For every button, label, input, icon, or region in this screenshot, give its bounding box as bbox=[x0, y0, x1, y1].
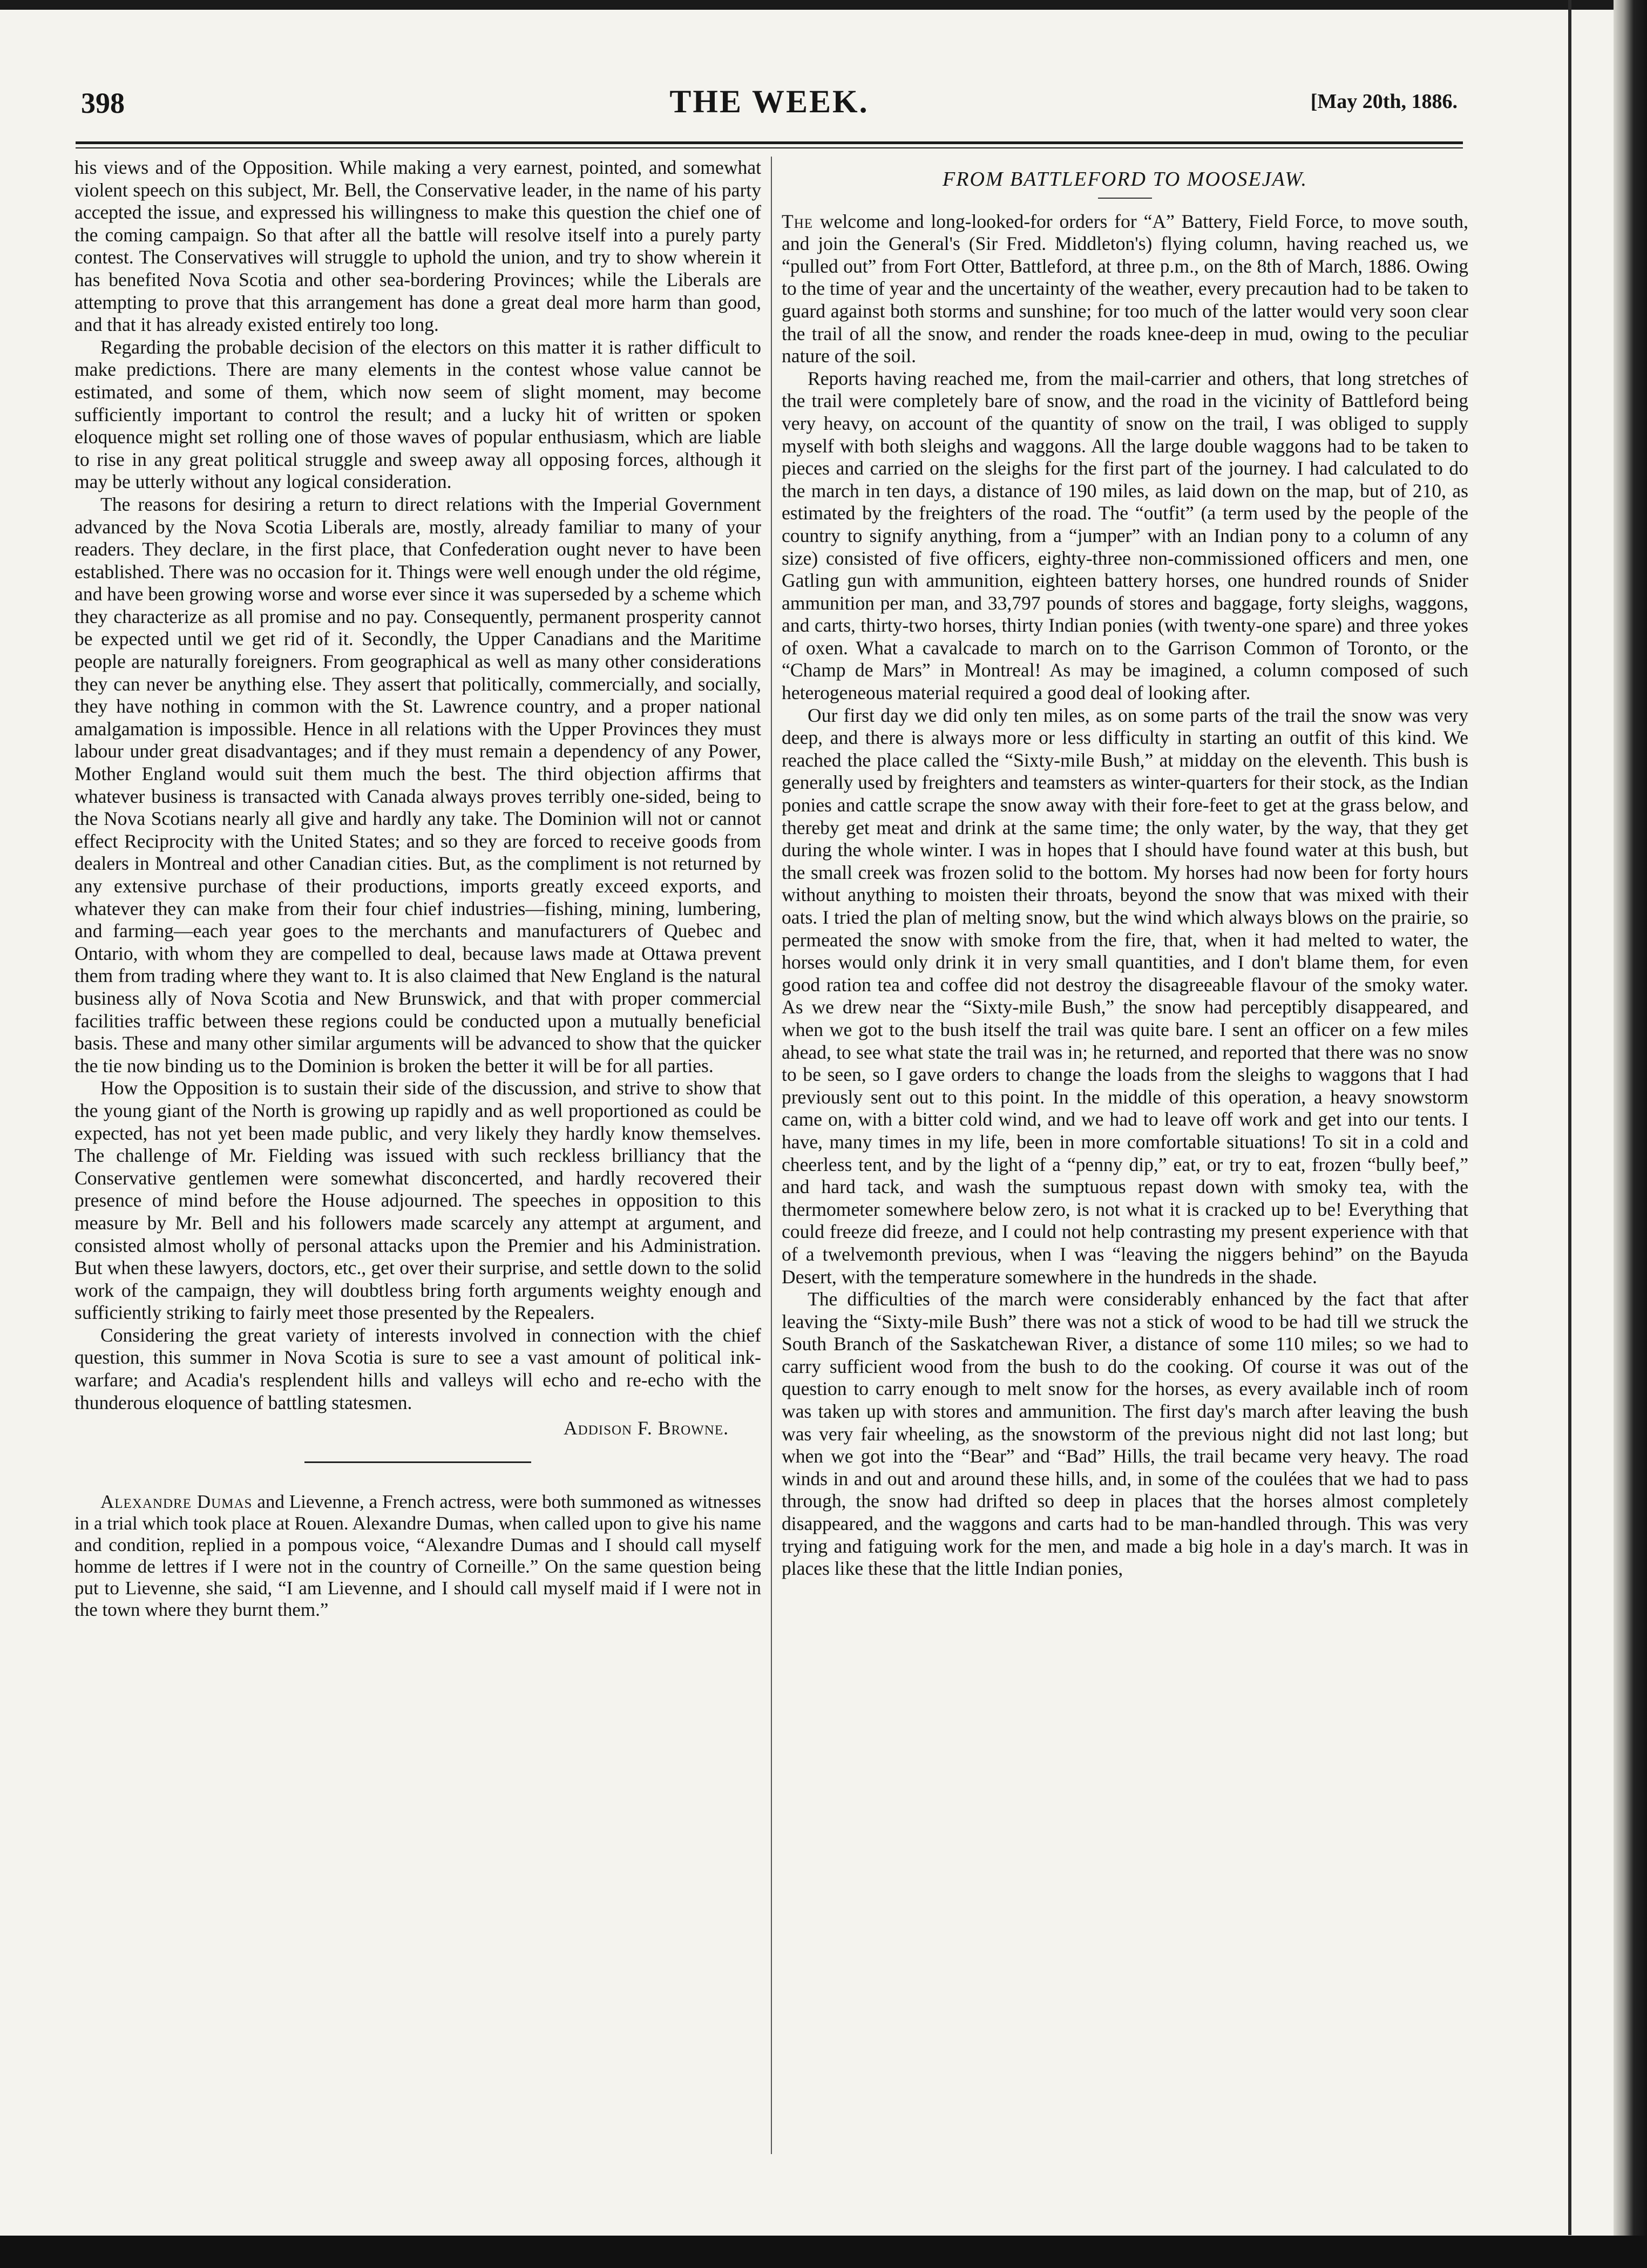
scan-edge-top bbox=[0, 0, 1647, 10]
paragraph-text: welcome and long-looked-for orders for “A” Battery, Field Force, to move south, and join the General's (Sir Fred. Middleton's) flying column, having reached us, we “pulled out” from Fort Otter, Battleford, at three p.m., on the 8th of March, 1886. Owing to the time of year and the uncertainty of the weather, every precaution had to be taken to guard against both storms and sunshine; for too much of the latter would very soon clear the trail of all the snow, and render the roads knee-deep in mud, owing to the peculiar nature of the soil. bbox=[782, 210, 1468, 367]
paragraph: Our first day we did only ten miles, as on some parts of the trail the snow was very deep, and there is always more or less difficulty in starting an outfit of this kind. We reached the place called the “Sixty-mile Bush,” at midday on the eleventh. This bush is generally used by freighters and teamsters as winter-quarters for their stock, as the Indian ponies and cattle scrape the snow away with their fore-feet to get at the grass below, and thereby get meat and drink at the same time; the only water, by the way, that they get during the whole winter. I was in hopes that I should have found water at this bush, but the small creek was frozen solid to the bottom. My horses had now been for forty hours without anything to moisten their throats, beyond the snow that was mixed with their oats. I tried the plan of melting snow, but the wind which always blows on the prairie, so permeated the snow with smoke from the fire, that, when it had melted to water, the horses would only drink it in very small quantities, and I don't blame them, for even good ration tea and coffee did not destroy the disagreeable flavour of the smoky water. As we drew near the “Sixty-mile Bush,” the snow had perceptibly disappeared, and when we got to the bush itself the trail was quite bare. I sent an officer on a few miles ahead, to see what state the trail was in; he returned, and reported that there was no snow to be seen, so I gave orders to change the loads from the sleighs to waggons that I had previously sent out to this point. In the middle of this operation, a heavy snowstorm came on, with a bitter cold wind, and we had to leave off work and get into our tents. I have, many times in my life, been in more comfortable situations! To sit in a cold and cheerless tent, and by the light of a “penny dip,” eat, or try to eat, frozen “bully beef,” and hard tack, and wash the sumptuous repast down with smoky tea, with the thermometer somewhere below zero, is not what it is cracked up to be! Everything that could freeze did freeze, and I could not help contrasting my present experience with that of a twelvemonth previous, when I was “leaving the niggers behind” on the Bayuda Desert, with the temperature somewhere in the hundreds in the shade. bbox=[782, 704, 1468, 1288]
paragraph: Considering the great variety of interests involved in connection with the chief question, this summer in Nova Scotia is sure to see a vast amount of political ink-warfare; and Acadia's resplendent hills and valleys will echo and re-echo with the thunderous eloquence of battling statesmen. bbox=[74, 1324, 761, 1413]
paragraph bbox=[782, 211, 1468, 368]
anecdote-lead: Alexandre Dumas bbox=[100, 1491, 253, 1512]
header-rule-thin bbox=[76, 147, 1463, 148]
column-divider bbox=[771, 157, 772, 2154]
paragraph: The difficulties of the march were considerably enhanced by the fact that after leaving the “Sixty-mile Bush” there was not a stick of wood to be had till we struck the South Branch of the Saskatchewan River, a distance of some 110 miles; so we had to carry sufficient wood from the bush to do the cooking. Of course it was out of the question to carry enough to melt snow for the horses, as every available inch of room was taken up with stores and ammunition. The first day's march after leaving the bush was very fair wheeling, as the snowstorm of the previous night did not last long; but when we got into the “Bear” and “Bad” Hills, the trail became very heavy. The road winds in and out and around these hills, and, in some of the coulées that we had to pass through, the snow had drifted so deep in places that the horses almost completely disappeared, and the waggons and carts had to be man-handled through. This was very trying and fatiguing work for the men, and made a big hole in a day's march. It was in places like these that the little Indian ponies, bbox=[782, 1288, 1468, 1580]
article-title: FROM BATTLEFORD TO MOOSEJAW. bbox=[943, 168, 1307, 191]
paragraph: How the Opposition is to sustain their side of the discussion, and strive to show that the young giant of the North is growing up rapidly and as well proportioned as could be expected, has not yet been made public, and very likely they hardly know themselves. The challenge of Mr. Fielding was issued with such reckless brilliancy that the Conservative gentlemen were somewhat disconcerted, and hardly recovered their presence of mind before the House adjourned. The speeches in opposition to this measure by Mr. Bell and his followers made scarcely any attempt at argument, and consisted almost wholly of personal attacks upon the Premier and his Administration. But when these lawyers, doctors, etc., get over their surprise, and settle down to the solid work of the campaign, they will doubtless bring forth arguments weighty enough and sufficiently striking to fairly meet those presented by the Repealers. bbox=[74, 1077, 761, 1324]
author-signature: Addison F. Browne. bbox=[563, 1417, 729, 1439]
paragraph: Regarding the probable decision of the electors on this matter it is rather difficult to make predictions. There are many elements in the contest whose value cannot be estimated, and some of them, which now seem of slight moment, may become sufficiently important to control the result; and a lucky hit of written or spoken eloquence might set rolling one of those waves of popular enthusiasm, which are liable to rise in any great political struggle and sweep away all opposing forces, although it may be utterly without any logical consideration. bbox=[74, 336, 761, 493]
scan-edge-right bbox=[1614, 0, 1647, 2268]
paragraph: his views and of the Opposition. While making a very earnest, pointed, and somewhat violent speech on this subject, Mr. Bell, the Conservative leader, in the name of his party accepted the issue, and expressed his willingness to make this question the chief one of the coming campaign. So that after all the battle will resolve itself into a purely party contest. The Conservatives will struggle to uphold the union, and try to show wherein it has benefited Nova Scotia and other sea-bordering Provinces; while the Liberals are attempting to prove that this arrangement has done a great deal more harm than good, and that it has already existed entirely too long. bbox=[74, 157, 761, 336]
paragraph: The reasons for desiring a return to direct relations with the Imperial Government advanced by the Nova Scotia Liberals are, mostly, already familiar to many of your readers. They declare, in the first place, that Confederation ought never to have been established. There was no occasion for it. Things were well enough under the old régime, and have been growing worse and worse ever since it was superseded by a scheme which they characterize as all promise and no pay. Consequently, permanent prosperity cannot be expected until we get rid of it. Secondly, the Upper Canadians and the Maritime people are naturally foreigners. From geographical as well as many other considerations they can never be anything else. They assert that politically, commercially, and socially, they have nothing in common with the St. Lawrence country, and a proper national amalgamation is impossible. Hence in all relations with the Upper Provinces they must labour under great disadvantages; and if they must remain a dependency of any Power, Mother England would suit them much the best. The third objection affirms that whatever business is transacted with Canada always proves terribly one-sided, being to the Nova Scotians nearly all give and hardly any take. The Dominion will not or cannot effect Reciprocity with the United States; and so they are forced to receive goods from dealers in Montreal and other Canadian cities. But, as the compliment is not returned by any extensive purchase of their productions, imports greatly exceed exports, and whatever they can make from their four chief industries—fishing, mining, lumbering, and farming—each year goes to the merchants and manufacturers of Quebec and Ontario, with whom they are compelled to deal, because laws made at Ottawa prevent them from trading where they want to. It is also claimed that New England is the natural business ally of Nova Scotia and New Brunswick, and that with proper commercial facilities traffic between these regions could be conducted upon a mutually beneficial basis. These and many other similar arguments will be advanced to show that the quicker the tie now binding us to the Dominion is broken the better it will be for all parties. bbox=[74, 493, 761, 1077]
title-dash bbox=[1098, 198, 1152, 199]
left-column bbox=[74, 157, 761, 1621]
section-separator bbox=[304, 1461, 531, 1463]
scan-edge-shadow bbox=[1568, 0, 1571, 2235]
scan-edge-bottom bbox=[0, 2236, 1647, 2268]
issue-date: [May 20th, 1886. bbox=[1310, 90, 1458, 113]
page-header bbox=[81, 86, 1458, 130]
page-number: 398 bbox=[81, 87, 125, 119]
paragraph: Reports having reached me, from the mail-carrier and others, that long stretches of the trail were completely bare of snow, and the road in the vicinity of Battleford being very heavy, on account of the quantity of snow on the trail, I was obliged to supply myself with both sleighs and waggons. All the large double waggons had to be taken to pieces and carried on the sleighs for the first part of the journey. I had calculated to do the march in ten days, a distance of 190 miles, as laid down on the map, but of 210, as estimated by the freighters of the road. The “outfit” (a term used by the people of the country to signify anything, from a “jumper” with an Indian pony to a column of any size) consisted of five officers, eighty-three non-commissioned officers and men, one Gatling gun with ammunition, eighteen battery horses, one hundred rounds of Snider ammunition per man, and 33,797 pounds of stores and baggage, forty sleighs, waggons, and carts, thirty-two horses, thirty Indian ponies (with twenty-one spare) and three yokes of oxen. What a cavalcade to march on to the Garrison Common of Toronto, or the “Champ de Mars” in Montreal! As may be imagined, a column composed of such heterogeneous material required a good deal of looking after. bbox=[782, 367, 1468, 704]
anecdote-text: and Lievenne, a French actress, were both summoned as witnesses in a trial which took place at Rouen. Alexandre Dumas, when called upon to give his name and condition, replied in a pompous voice, “Alexandre Dumas and I should call myself homme de lettres if I were not in the country of Corneille.” On the same question being put to Lievenne, she said, “I am Lievenne, and I should call myself maid if I were not in the town where they burnt them.” bbox=[74, 1491, 761, 1620]
masthead-title: THE WEEK. bbox=[669, 84, 869, 119]
paragraph-lead: The bbox=[782, 210, 814, 232]
dumas-anecdote bbox=[74, 1491, 761, 1621]
right-column bbox=[782, 157, 1468, 1580]
header-rule-thick bbox=[76, 141, 1463, 144]
